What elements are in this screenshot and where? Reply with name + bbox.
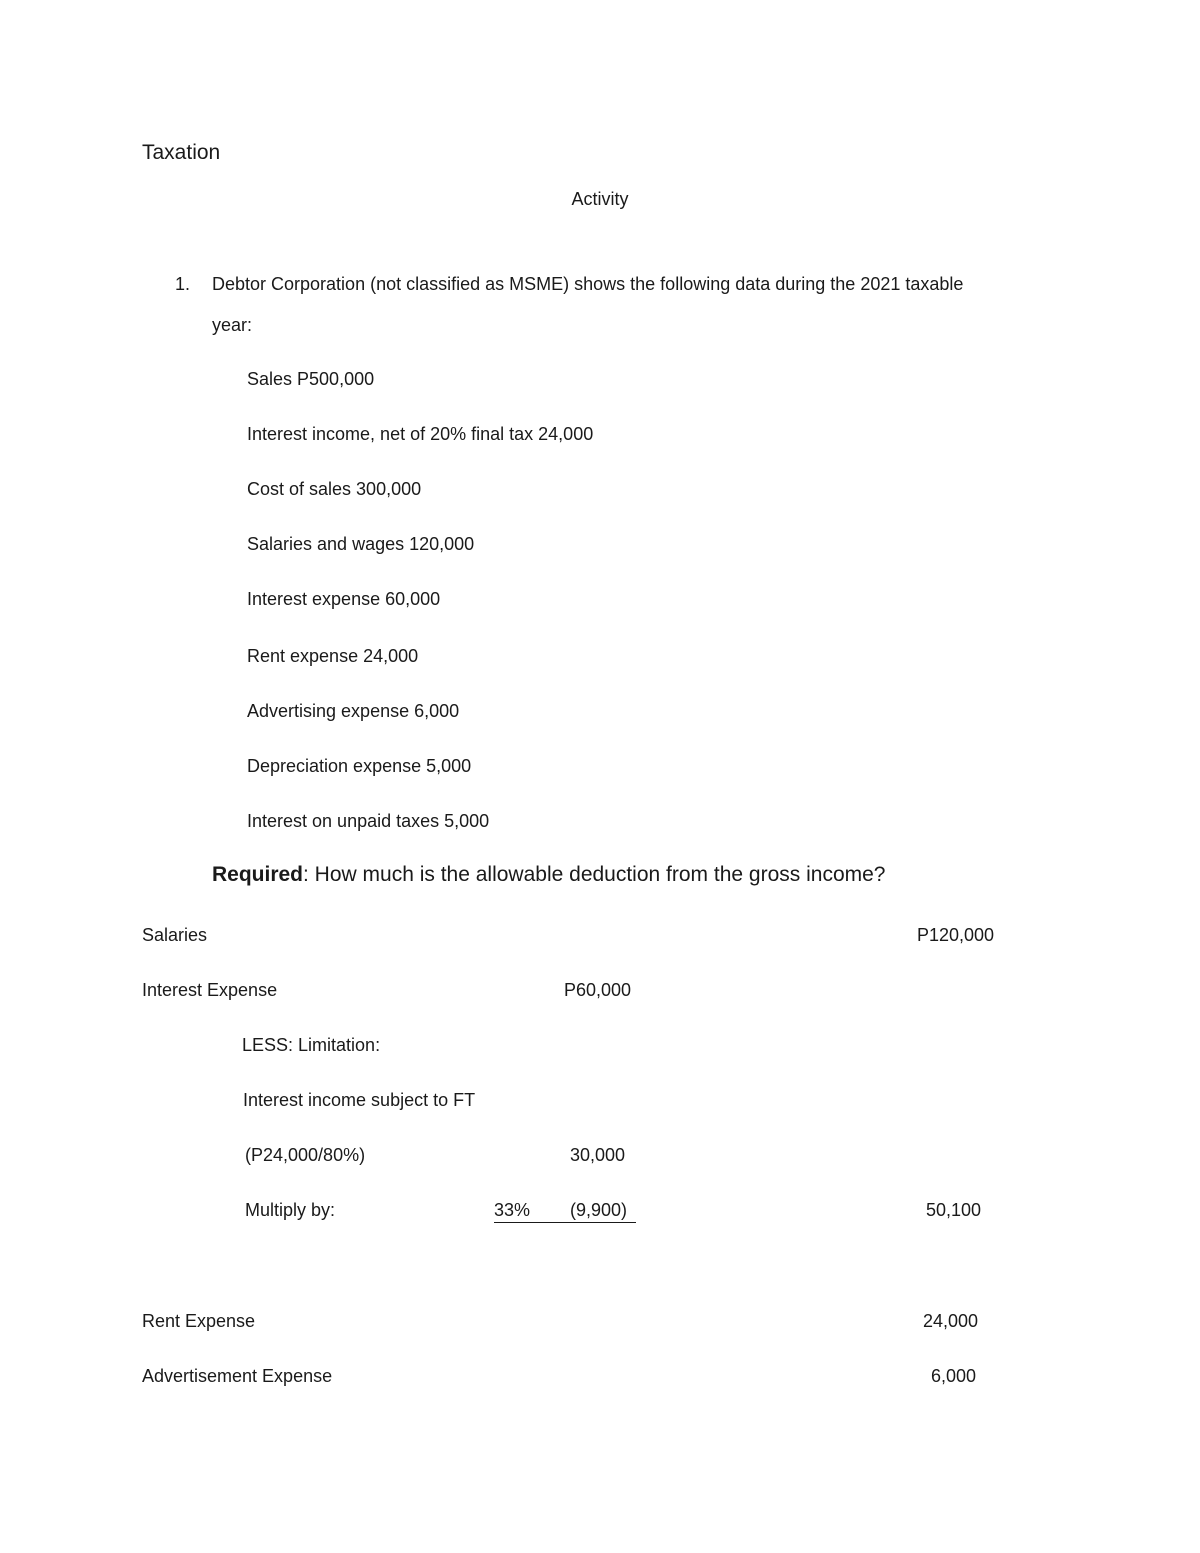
- grossup-label: (P24,000/80%): [245, 1145, 366, 1165]
- rent-expense-amount: 24,000: [923, 1311, 979, 1331]
- required-question: : How much is the allowable deduction from the gross income?: [303, 863, 886, 886]
- data-item-interest-unpaid-taxes: Interest on unpaid taxes 5,000: [247, 811, 490, 831]
- less-limitation-label: LESS: Limitation:: [242, 1035, 381, 1055]
- document-title: Taxation: [142, 141, 221, 164]
- multiply-amount: (9,900): [570, 1200, 628, 1220]
- salaries-label: Salaries: [142, 925, 208, 945]
- problem-text-line2: year:: [212, 315, 253, 335]
- data-item-advertising: Advertising expense 6,000: [247, 701, 460, 721]
- data-item-interest-income: Interest income, net of 20% final tax 24,000: [247, 424, 594, 444]
- advertisement-expense-amount: 6,000: [931, 1366, 977, 1386]
- salaries-amount: P120,000: [917, 925, 995, 945]
- interest-expense-label: Interest Expense: [142, 980, 278, 1000]
- data-item-rent: Rent expense 24,000: [247, 646, 419, 666]
- data-item-interest-expense: Interest expense 60,000: [247, 589, 441, 609]
- advertisement-expense-label: Advertisement Expense: [142, 1366, 333, 1386]
- problem-text-line1: Debtor Corporation (not classified as MSME) shows the following data during the 2021 taxable: [212, 274, 964, 294]
- problem-number: 1.: [175, 274, 191, 294]
- data-item-salaries: Salaries and wages 120,000: [247, 534, 475, 554]
- data-item-sales: Sales P500,000: [247, 369, 375, 389]
- interest-net-amount: 50,100: [926, 1200, 982, 1220]
- grossup-amount: 30,000: [570, 1145, 626, 1165]
- interest-income-ft-label: Interest income subject to FT: [243, 1090, 476, 1110]
- multiply-rate: 33%: [494, 1200, 531, 1220]
- multiply-underlined-row: [494, 1199, 636, 1223]
- required-statement: [212, 864, 885, 886]
- multiply-label: Multiply by:: [245, 1200, 336, 1220]
- required-label: Required: [212, 863, 304, 886]
- rent-expense-label: Rent Expense: [142, 1311, 256, 1331]
- data-item-cost-of-sales: Cost of sales 300,000: [247, 479, 422, 499]
- data-item-depreciation: Depreciation expense 5,000: [247, 756, 472, 776]
- activity-heading: Activity: [571, 189, 629, 209]
- interest-expense-amount: P60,000: [564, 980, 632, 1000]
